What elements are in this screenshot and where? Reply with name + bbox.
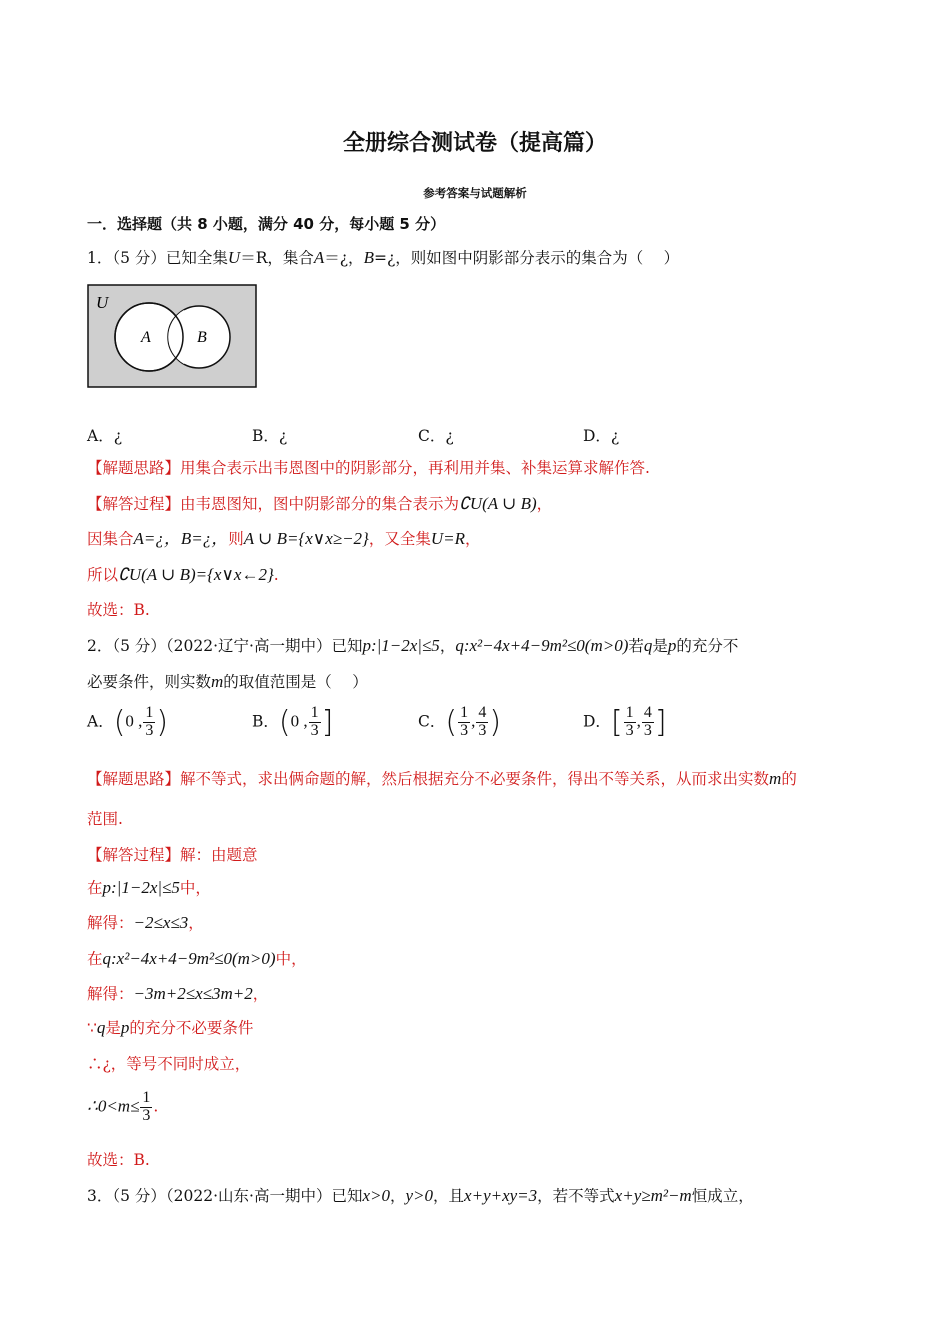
venn-label-u: U (96, 293, 109, 312)
q1-process-1: 【解答过程】由韦恩图知，图中阴影部分的集合表示为∁U(A ∪ B)， (87, 494, 553, 513)
page-subtitle: 参考答案与试题解析 (423, 186, 527, 200)
venn-label-b: B (197, 329, 207, 346)
q2-step-6: ∴¿，等号不同时成立， (87, 1055, 251, 1073)
q1-process-3: 所以∁U(A ∪ B)={x∨x←2}. (87, 565, 279, 584)
q2-step-3: 在q:x²−4x+4−9m²≤0(m>0)中， (87, 949, 307, 968)
q2-step-2: 解得：−2≤x≤3， (87, 913, 204, 932)
q2-option-b: B．(0 , $\frac{1}{3}$ ] (252, 704, 334, 740)
section-heading: 一．选择题（共 8 小题，满分 40 分，每小题 5 分） (87, 215, 446, 233)
q1-stem: 1．（5 分）已知全集U＝R，集合A＝¿，B=¿，则如图中阴影部分表示的集合为（ ） (87, 248, 680, 267)
q2-option-a: A．(0 , $\frac{1}{3}$ ) (87, 704, 169, 740)
q2-hint-2: 范围. (87, 810, 123, 828)
q1-option-a: A．¿ (87, 427, 123, 445)
q2-stem-1: 2．（5 分）（2022·辽宁·高一期中）已知p:|1−2x|≤5，q:x²−4x+4−9m²≤0(m>0)若q是p的充分不 (87, 636, 739, 655)
q2-option-d: D．[ $\frac{1}{3}$ , $\frac{4}{3}$ ] (583, 704, 667, 740)
venn-label-a: A (141, 329, 151, 346)
q2-option-c: C．( $\frac{1}{3}$ , $\frac{4}{3}$ ) (418, 704, 502, 740)
q2-step-1: 在p:|1−2x|≤5中， (87, 878, 211, 897)
q2-step-4: 解得：−3m+2≤x≤3m+2， (87, 984, 269, 1003)
page-title: 全册综合测试卷（提高篇） (342, 131, 607, 156)
q2-step-7: ∴0<m≤ $\frac{1}{3}$ . (87, 1089, 159, 1124)
q1-option-c: C．¿ (418, 427, 454, 445)
q2-stem-2: 必要条件，则实数m的取值范围是（ ） (87, 672, 368, 691)
venn-diagram (87, 284, 259, 390)
q2-answer: 故选：B. (87, 1151, 150, 1169)
q1-answer: 故选：B. (87, 601, 150, 619)
q2-hint-1: 【解题思路】解不等式，求出俩命题的解，然后根据充分不必要条件，得出不等关系，从而求出实数m的 (87, 769, 797, 788)
q1-option-d: D．¿ (583, 427, 620, 445)
q1-option-b: B．¿ (252, 427, 288, 445)
q1-process-2: 因集合A=¿，B=¿，则A ∪ B={x∨x≥−2}，又全集U=R， (87, 529, 481, 548)
q1-hint: 【解题思路】用集合表示出韦恩图中的阴影部分，再利用并集、补集运算求解作答. (87, 459, 650, 477)
q3-stem: 3．（5 分）（2022·山东·高一期中）已知x>0，y>0，且x+y+xy=3，若不等式x+y≥m²−m恒成立， (87, 1186, 754, 1205)
q2-process-head: 【解答过程】解：由题意 (87, 846, 258, 864)
q2-step-5: ∵q是p的充分不必要条件 (87, 1018, 254, 1037)
